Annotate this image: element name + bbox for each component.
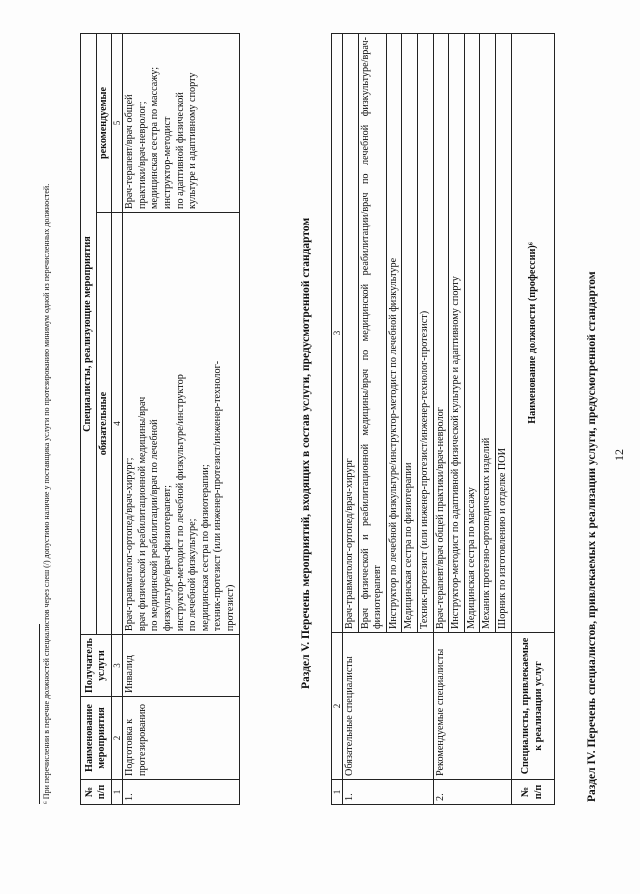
position: Медицинская сестра по физиотерапии — [402, 34, 418, 633]
header-num: № п/п — [512, 780, 555, 805]
header-row — [81, 34, 97, 805]
specialists-table-body — [331, 33, 512, 805]
header-positions: Наименование должности (профессии)⁶ — [512, 34, 555, 633]
events-table — [80, 33, 240, 805]
position: Механик протезно-ортопедических изделий — [480, 34, 496, 633]
col-number-row: 1 2 3 — [332, 34, 343, 805]
recommended-specialists: Врач-терапевт/врач общей практики/врач-невролог; медицинская сестра по массажу; инструктор-методист по адаптивной физической культуре и адаптивному спорту — [123, 34, 239, 213]
page-number: 12 — [612, 449, 626, 461]
header-specialists: Специалисты, привлекаемые к реализации услуг — [512, 633, 555, 780]
header-specialists: Специалисты, реализующие мероприятия — [81, 34, 97, 635]
footnote-divider — [39, 624, 40, 804]
position: Техник-протезист (или инженер-протезист/инженер-технолог-протезист) — [417, 34, 433, 633]
group-name: Обязательные специалисты — [343, 633, 434, 780]
position: Врач-травматолог-ортопед/врач-хирург — [343, 34, 359, 633]
header-recipient: Получатель услуги — [81, 635, 112, 697]
mandatory-specialists: Врач-травматолог-ортопед/врач-хирург; врач физической и реабилитационной медицины/врач по медицинской реабилитации/врач по лечебной физкультуре/врач-физиотерапевт; инструктор-методист по лечебной физкультуре/инструктор по лечебной физкультуре; медицинская сестра по физиотерапии; техник-протезист (или инженер-протезист/инженер-технолог- протезист) — [123, 213, 239, 635]
specialists-table — [511, 33, 555, 805]
col-number-row: 1 2 3 4 5 — [112, 34, 123, 805]
header-num: № п/п — [81, 780, 112, 805]
section-4-title: Раздел IV. Перечень специалистов, привлекаемых к реализации услуги, предусмотренной стандартом — [586, 271, 598, 802]
table-row: 2. Рекомендуемые специалисты Врач-терапевт/врач общей практики/врач-невролог — [433, 34, 449, 805]
header-recommended: рекомендуемые — [96, 34, 112, 213]
position: Врач-терапевт/врач общей практики/врач-невролог — [433, 34, 449, 633]
event-name: Подготовка к протезированию — [123, 697, 239, 780]
footnote: ⁶ При перечислении в перечне должностей специалистов через слеш (/) допустимо наличие у поставщика услуги по протезированию минимум одной из перечисленных должностей. — [42, 183, 51, 804]
table-row: 1. Обязательные специалисты Врач-травматолог-ортопед/врач-хирург — [343, 34, 359, 805]
header-mandatory: обязательные — [96, 213, 112, 635]
position: Инструктор-методист по адаптивной физической культуре и адаптивному спорту — [449, 34, 465, 633]
section-5-title: Раздел V. Перечень мероприятий, входящих в состав услуги, предусмотренной стандартом — [300, 217, 312, 689]
table-row: 1. Подготовка к протезированию Инвалид Врач-травматолог-ортопед/врач-хирург; врач физической и реабилитационной медицины/врач по медицинской реабилитации/врач по лечебной физкультуре/врач-физиотерапевт; инструктор-методист по лечебной физкультуре/инструктор по лечебной физкультуре; медицинская сестра по физиотерапии; техник-протезист (или инженер-протезист/инженер-технолог- протезист) Врач-терапевт/врач общей практики/врач-невролог; медицинская сестра по массажу; инструктор-методист по адаптивной физической культуре и адаптивному спорту — [123, 34, 239, 805]
position: Инструктор по лечебной физкультуре/инструктор-методист по лечебной физкультуре — [386, 34, 402, 633]
group-name: Рекомендуемые специалисты — [433, 633, 511, 780]
header-event: Наименование мероприятия — [81, 697, 112, 780]
position: Врач физической и реабилитационной медицины/врач по медицинской реабилитации/врач по лечебной физкультуре/врач-физиотерапевт — [358, 34, 386, 633]
recipient: Инвалид — [123, 635, 239, 697]
position: Шорник по изготовлению и отделке ПОИ — [495, 34, 511, 633]
position: Медицинская сестра по массажу — [464, 34, 480, 633]
header-row — [512, 34, 555, 805]
